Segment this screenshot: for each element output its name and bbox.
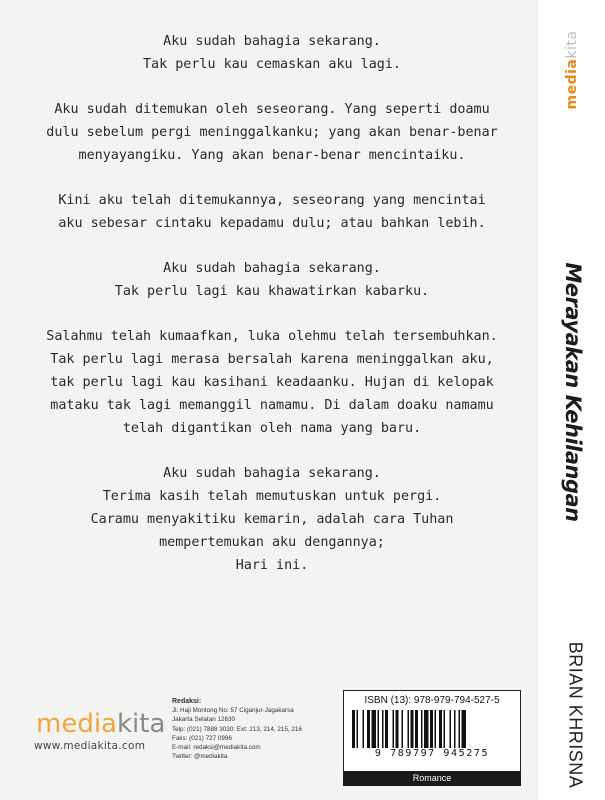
blurb-line: Aku sudah bahagia sekarang. xyxy=(163,261,381,276)
barcode-number: 9 789797 945275 xyxy=(374,748,490,759)
publisher-url: www.mediakita.com xyxy=(34,740,146,752)
redaksi-heading: Redaksi: xyxy=(172,698,202,705)
blurb-line: mempertemukan aku dengannya; xyxy=(159,535,385,550)
genre-label: Romance xyxy=(343,771,521,786)
spine-title: Merayakan Kehilangan xyxy=(561,262,585,522)
blurb-paragraph xyxy=(22,98,522,167)
isbn-label: ISBN (13): 978-979-794-527-5 xyxy=(364,695,500,706)
redaksi-line: Twitter: @mediakita xyxy=(172,753,228,761)
redaksi-info xyxy=(172,697,337,761)
redaksi-line: Faks: (021) 727 0996 xyxy=(172,734,232,742)
barcode-icon xyxy=(350,710,514,748)
redaksi-line: Telp: (021) 7888 3030; Ext: 213, 214, 215, 216 xyxy=(172,725,302,733)
blurb-paragraph xyxy=(22,189,522,235)
blurb-line: telah digantikan oleh nama yang baru. xyxy=(122,421,422,436)
spine-publisher-media: media xyxy=(564,58,580,110)
spine-author: BRIAN KHRISNA xyxy=(565,641,586,789)
blurb-line: dulu sebelum pergi meninggalkanku; yang akan benar-benar xyxy=(46,125,498,140)
blurb-line: Caramu menyakitiku kemarin, adalah cara Tuhan xyxy=(90,512,454,527)
blurb-line: mataku tak lagi memanggil namamu. Di dalam doaku namamu xyxy=(50,398,494,413)
logo-kita: kita xyxy=(116,709,166,739)
blurb-paragraph xyxy=(22,257,522,303)
blurb-paragraph xyxy=(22,462,522,577)
blurb-line: Tak perlu lagi merasa bersalah karena meninggalkan aku, xyxy=(50,352,494,367)
isbn-box xyxy=(343,690,521,772)
redaksi-line: Jakarta Selatan 12630 xyxy=(172,716,236,724)
blurb-line: tak perlu lagi kau kasihani keadaanku. Hujan di kelopak xyxy=(50,375,494,390)
blurb-paragraph xyxy=(22,325,522,440)
blurb-line: menyayangiku. Yang akan benar-benar mencintaiku. xyxy=(78,148,466,163)
spine-publisher-kita: kita xyxy=(564,30,580,59)
blurb-line: Salahmu telah kumaafkan, luka olehmu telah tersembuhkan. xyxy=(46,329,498,344)
redaksi-line: Jl. Haji Montong No. 57 Ciganjur-Jagakarsa xyxy=(172,707,294,715)
blurb-line: Aku sudah bahagia sekarang. xyxy=(163,466,381,481)
blurb-paragraph xyxy=(22,30,522,76)
blurb-line: Hari ini. xyxy=(235,558,309,573)
logo-media: media xyxy=(36,709,117,739)
blurb-line: Aku sudah bahagia sekarang. xyxy=(163,34,381,49)
blurb-line: Kini aku telah ditemukannya, seseorang yang mencintai xyxy=(58,193,486,208)
publisher-logo xyxy=(36,710,165,738)
spine-publisher-logo xyxy=(564,31,580,110)
blurb-line: Aku sudah ditemukan oleh seseorang. Yang seperti doamu xyxy=(54,102,490,117)
blurb-line: Tak perlu lagi kau khawatirkan kabarku. xyxy=(114,284,430,299)
blurb-line: Tak perlu kau cemaskan aku lagi. xyxy=(143,57,401,72)
redaksi-line: E-mail: redaksi@mediakita.com xyxy=(172,744,261,752)
blurb-text xyxy=(22,30,522,599)
blurb-line: aku sebesar cintaku kepadamu dulu; atau bahkan lebih. xyxy=(58,216,486,231)
blurb-line: Terima kasih telah memutuskan untuk pergi. xyxy=(102,489,442,504)
